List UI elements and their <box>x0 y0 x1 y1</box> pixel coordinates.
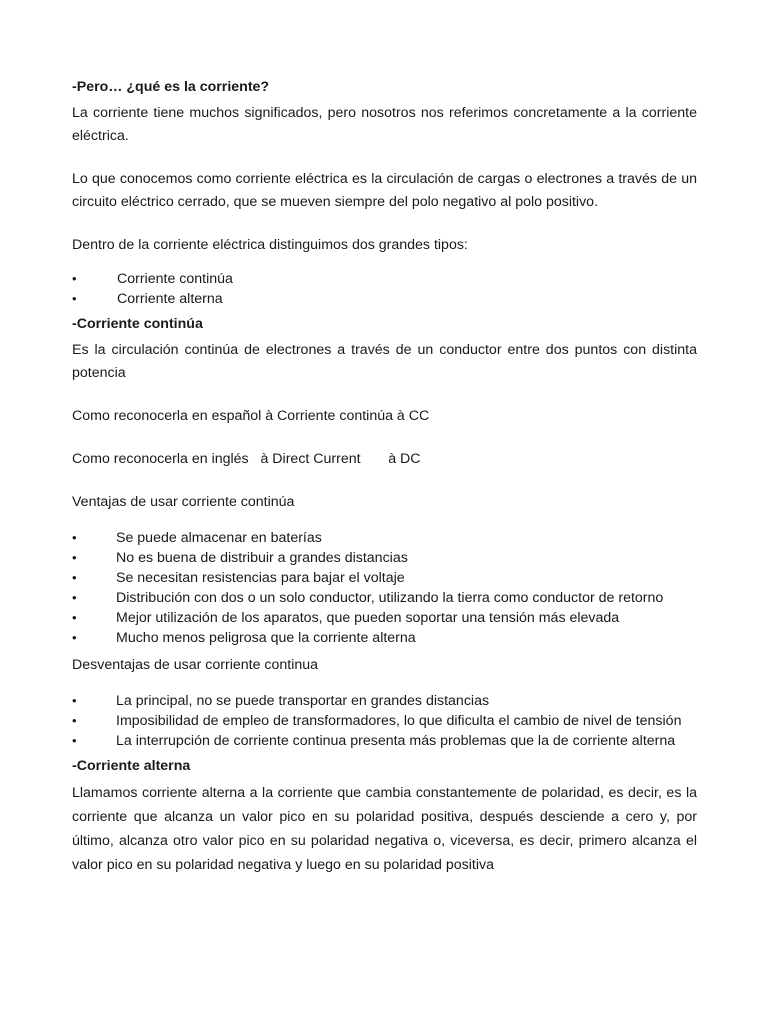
document-page <box>72 76 697 877</box>
advantages-list <box>72 528 697 648</box>
list-item: • La principal, no se puede transportar en grandes distancias <box>72 693 490 709</box>
advantages-title: Ventajas de usar corriente continúa <box>72 494 295 510</box>
section-heading-corriente-alterna: -Corriente alterna <box>72 758 191 774</box>
paragraph-definicion-alterna: Llamamos corriente alterna a la corriente que cambia constantemente de polaridad, es decir, es la corriente que alcanza un valor pico en su polaridad positiva, después desciende a cero y, por último, alcanza otro valor pico en su polaridad negativa o, viceversa, es decir, primero alcanza el valor pico en su polaridad negativa y luego en su polaridad positiva <box>72 785 697 873</box>
list-item: • No es buena de distribuir a grandes distancias <box>72 550 408 566</box>
paragraph-definicion-corriente: Lo que conocemos como corriente eléctrica es la circulación de cargas o electrones a través de un circuito eléctrico cerrado, que se mueven siempre del polo negativo al polo positivo. <box>72 171 697 210</box>
bullet-icon: • <box>72 610 77 625</box>
bullet-icon: • <box>72 550 77 565</box>
bullet-icon: • <box>72 590 77 605</box>
paragraph-definicion-continua: Es la circulación continúa de electrones a través de un conductor entre dos puntos con distinta potencia <box>72 342 697 381</box>
bullet-icon: • <box>72 291 77 306</box>
section-heading-que-es-corriente: -Pero… ¿qué es la corriente? <box>72 79 270 95</box>
bullet-icon: • <box>72 713 77 728</box>
list-item: • Se puede almacenar en baterías <box>72 530 322 546</box>
paragraph-corriente-significados: La corriente tiene muchos significados, pero nosotros nos referimos concretamente a la corriente eléctrica. <box>72 105 697 144</box>
list-item: • Mejor utilización de los aparatos, que pueden soportar una tensión más elevada <box>72 610 620 626</box>
list-item: • La interrupción de corriente continua presenta más problemas que la de corriente alterna <box>72 733 676 749</box>
disadvantages-title: Desventajas de usar corriente continua <box>72 657 319 673</box>
paragraph-reconocer-ingles: Como reconocerla en inglés à Direct Current à DC <box>72 451 421 467</box>
bullet-icon: • <box>72 693 77 708</box>
list-item: • Imposibilidad de empleo de transformadores, lo que dificulta el cambio de nivel de tensión <box>72 713 682 729</box>
disadvantages-list <box>72 691 697 751</box>
bullet-icon: • <box>72 271 77 286</box>
section-heading-corriente-continua: -Corriente continúa <box>72 316 203 332</box>
list-item: • Corriente alterna <box>72 291 223 307</box>
bullet-icon: • <box>72 733 77 748</box>
list-item: • Distribución con dos o un solo conductor, utilizando la tierra como conductor de retorno <box>72 590 664 606</box>
bullet-icon: • <box>72 630 77 645</box>
list-item: • Mucho menos peligrosa que la corriente alterna <box>72 630 416 646</box>
paragraph-tipos-intro: Dentro de la corriente eléctrica distinguimos dos grandes tipos: <box>72 237 468 253</box>
list-item: • Se necesitan resistencias para bajar el voltaje <box>72 570 405 586</box>
list-item: • Corriente continúa <box>72 271 233 287</box>
types-list <box>72 269 697 309</box>
bullet-icon: • <box>72 530 77 545</box>
paragraph-reconocer-espanol: Como reconocerla en español à Corriente continúa à CC <box>72 408 430 424</box>
bullet-icon: • <box>72 570 77 585</box>
